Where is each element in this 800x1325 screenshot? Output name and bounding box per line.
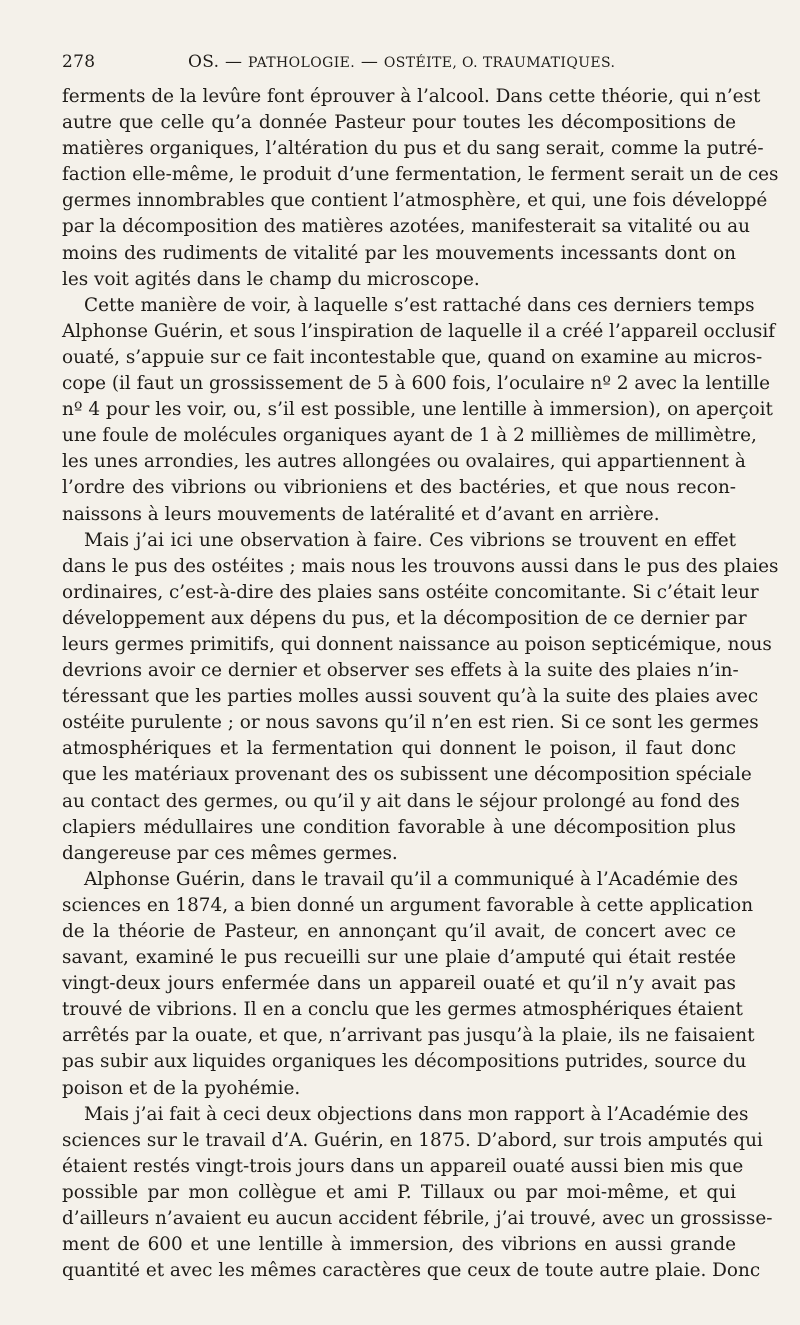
text-line: ordinaires, c’est-à-dire des plaies sans ostéite concomitante. Si c’était leur	[62, 581, 759, 603]
text-line: dans le pus des ostéites ; mais nous les trouvons aussi dans le pus des plaies	[62, 555, 779, 577]
text-line: faction elle-même, le produit d’une fermentation, le ferment serait un de ces	[62, 164, 779, 186]
text-line: Mais j’ai fait à ceci deux objections dans mon rapport à l’Académie des	[84, 1103, 749, 1125]
text-line: germes innombrables que contient l’atmosphère, et qui, une fois développé	[62, 190, 768, 212]
text-line: leurs germes primitifs, qui donnent naissance au poison septicémique, nous	[62, 633, 772, 655]
running-head-osteite: OSTÉITE, O. TRAUMATIQUES.	[383, 55, 616, 71]
text-line: matières organiques, l’altération du pus et du sang serait, comme la putré-	[62, 138, 764, 160]
page-number: 278	[62, 52, 96, 72]
text-line: savant, examiné le pus recueilli sur une plaie d’amputé qui était restée	[62, 947, 736, 969]
text-line: sciences sur le travail d’A. Guérin, en 1875. D’abord, sur trois amputés qui	[62, 1129, 763, 1151]
text-line: moins des rudiments de vitalité par les mouvements incessants dont on	[62, 242, 736, 264]
running-head-pathologie: PATHOLOGIE.	[248, 55, 356, 71]
text-line: développement aux dépens du pus, et la décomposition de ce dernier par	[62, 607, 747, 629]
text-line: ostéite purulente ; or nous savons qu’il n’en est rien. Si ce sont les germes	[62, 712, 759, 734]
text-line: Cette manière de voir, à laquelle s’est rattaché dans ces derniers temps	[84, 294, 755, 316]
text-line: une foule de molécules organiques ayant de 1 à 2 millièmes de millimètre,	[62, 425, 757, 447]
text-line: devrions avoir ce dernier et observer ses effets à la suite des plaies n’in-	[62, 660, 739, 682]
text-line: ouaté, s’appuie sur ce fait incontestable que, quand on examine au micros-	[62, 346, 763, 368]
text-line: les voit agités dans le champ du microscope.	[62, 268, 480, 290]
text-line: poison et de la pyohémie.	[62, 1077, 301, 1099]
text-line: cope (il faut un grossissement de 5 à 600 fois, l’oculaire nº 2 avec la lentille	[62, 373, 770, 395]
text-line: Mais j’ai ici une observation à faire. Ces vibrions se trouvent en effet	[84, 529, 736, 551]
text-line: que les matériaux provenant des os subissent une décomposition spéciale	[62, 764, 752, 786]
text-line: ferments de la levûre font éprouver à l’alcool. Dans cette théorie, qui n’est	[62, 86, 761, 107]
text-line: pas subir aux liquides organiques les décompositions putrides, source du	[62, 1051, 747, 1073]
text-line: d’ailleurs n’avaient eu aucun accident fébrile, j’ai trouvé, avec un grossisse-	[62, 1208, 773, 1230]
text-line: sciences en 1874, a bien donné un argument favorable à cette application	[62, 894, 754, 916]
text-line: ment de 600 et une lentille à immersion, des vibrions en aussi grande	[62, 1234, 736, 1256]
running-head-os: OS.	[188, 52, 220, 72]
text-line: quantité et avec les mêmes caractères que ceux de toute autre plaie. Donc	[62, 1260, 761, 1282]
text-line: autre que celle qu’a donnée Pasteur pour toutes les décompositions de	[62, 112, 736, 134]
running-head-separator-1: —	[225, 52, 243, 72]
text-line: possible par mon collègue et ami P. Tillaux ou par moi-même, et qui	[62, 1181, 736, 1203]
text-line: de la théorie de Pasteur, en annonçant qu’il avait, de concert avec ce	[62, 921, 736, 942]
text-line: atmosphériques et la fermentation qui donnent le poison, il faut donc	[62, 738, 736, 760]
text-line: les unes arrondies, les autres allongées ou ovalaires, qui appartiennent à	[62, 451, 746, 473]
text-line: arrêtés par la ouate, et que, n’arrivant pas jusqu’à la plaie, ils ne faisaient	[62, 1025, 755, 1047]
text-line: vingt-deux jours enfermée dans un appareil ouaté et qu’il n’y avait pas	[62, 973, 736, 995]
text-line: au contact des germes, ou qu’il y ait dans le séjour prolongé au fond des	[62, 790, 740, 812]
text-line: étaient restés vingt-trois jours dans un appareil ouaté aussi bien mis que	[62, 1155, 744, 1177]
text-line: Alphonse Guérin, et sous l’inspiration de laquelle il a créé l’appareil occlusif	[62, 320, 776, 342]
text-line: trouvé de vibrions. Il en a conclu que les germes atmosphériques étaient	[62, 999, 743, 1021]
text-line: l’ordre des vibrions ou vibrioniens et des bactéries, et que nous recon-	[62, 477, 736, 499]
body-text	[62, 84, 779, 1284]
text-line: par la décomposition des matières azotées, manifesterait sa vitalité ou au	[62, 216, 750, 238]
text-line: naissons à leurs mouvements de latéralité et d’avant en arrière.	[62, 503, 660, 525]
running-head-separator-2: —	[360, 52, 379, 72]
text-line: téressant que les parties molles aussi souvent qu’à la suite des plaies avec	[62, 686, 759, 708]
page-header	[62, 52, 736, 80]
text-line: clapiers médullaires une condition favorable à une décomposition plus	[62, 816, 736, 838]
text-line: nº 4 pour les voir, ou, s’il est possible, une lentille à immersion), on aperçoit	[62, 399, 773, 421]
running-head	[188, 52, 615, 72]
text-line: Alphonse Guérin, dans le travail qu’il a communiqué à l’Académie des	[84, 868, 739, 890]
text-line: dangereuse par ces mêmes germes.	[62, 842, 398, 864]
